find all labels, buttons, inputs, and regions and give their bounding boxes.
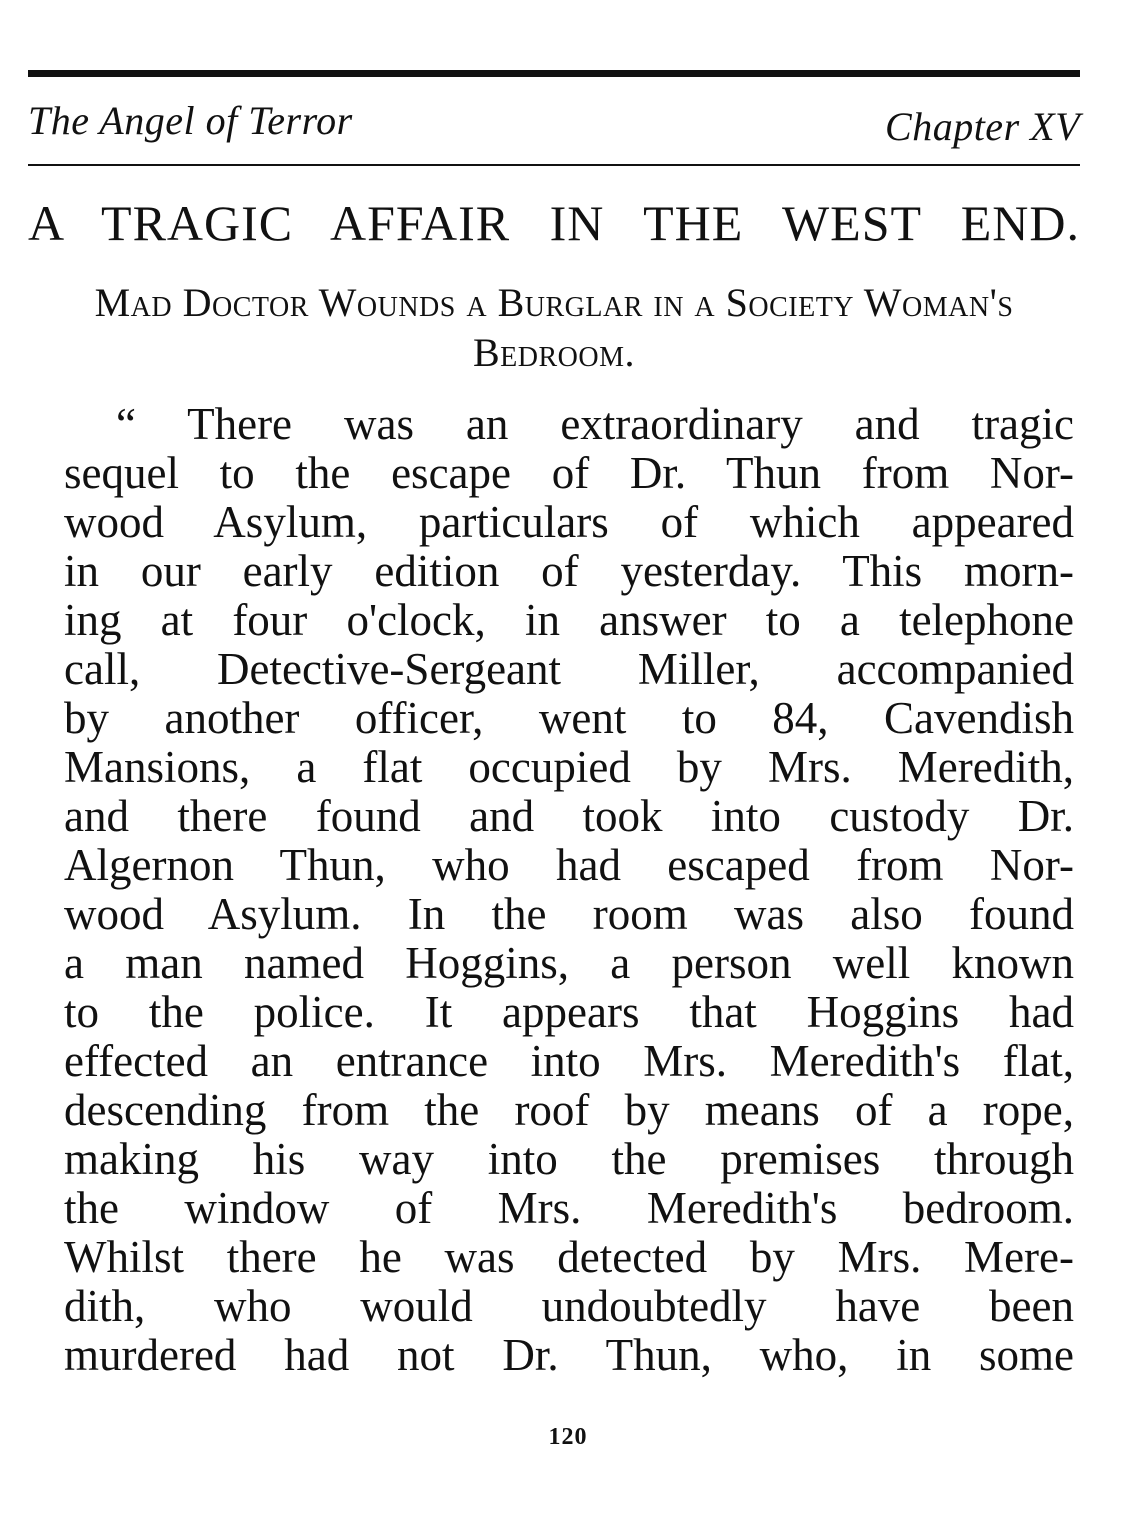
body-line: call, Detective-Sergeant Miller, accompanied: [64, 644, 1074, 694]
body-line: by another officer, went to 84, Cavendish: [64, 693, 1074, 743]
page-number: 120: [548, 1424, 588, 1450]
body-line: ing at four o'clock, in answer to a telephone: [64, 595, 1074, 645]
body-line: to the police. It appears that Hoggins had: [64, 987, 1074, 1037]
body-line: wood Asylum. In the room was also found: [64, 889, 1074, 939]
body-line: a man named Hoggins, a person well known: [64, 938, 1074, 988]
body-line: and there found and took into custody Dr.: [64, 791, 1074, 841]
body-line: sequel to the escape of Dr. Thun from Nor-: [64, 448, 1074, 498]
article-body: [64, 400, 1074, 1380]
running-head: [28, 96, 1080, 156]
top-rule: [28, 70, 1080, 77]
body-line: descending from the roof by means of a rope,: [64, 1085, 1074, 1135]
article-headline: A TRAGIC AFFAIR IN THE WEST END.: [28, 195, 1080, 251]
body-line: Whilst there he was detected by Mrs. Mere-: [64, 1232, 1074, 1282]
body-line: dith, who would undoubtedly have been: [64, 1281, 1074, 1331]
body-line: Algernon Thun, who had escaped from Nor-: [64, 840, 1074, 890]
body-line: making his way into the premises through: [64, 1134, 1074, 1184]
body-line: wood Asylum, particulars of which appeared: [64, 497, 1074, 547]
body-line: the window of Mrs. Meredith's bedroom.: [64, 1183, 1074, 1233]
body-line: murdered had not Dr. Thun, who, in some: [64, 1330, 1074, 1380]
body-line: effected an entrance into Mrs. Meredith's flat,: [64, 1036, 1074, 1086]
header-rule: [28, 164, 1080, 166]
chapter-label: Chapter XV: [885, 104, 1080, 149]
body-line: in our early edition of yesterday. This morn-: [64, 546, 1074, 596]
book-title: The Angel of Terror: [28, 98, 353, 143]
body-line: “ There was an extraordinary and tragic: [116, 399, 1074, 449]
body-line: Mansions, a flat occupied by Mrs. Meredith,: [64, 742, 1074, 792]
article-subheadline: Mad Doctor Wounds a Burglar in a Society Woman's Bedroom.: [94, 280, 1014, 375]
